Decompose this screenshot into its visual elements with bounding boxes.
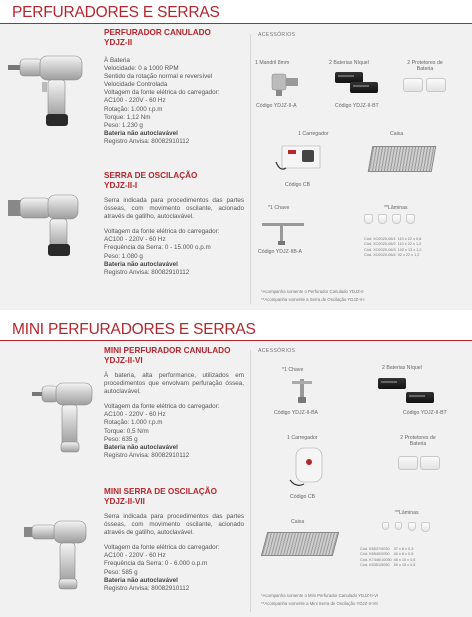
product-model: YDJZ-II-I	[104, 181, 138, 190]
blades-label: **Lâminas	[395, 510, 419, 516]
blades-table	[364, 237, 424, 259]
table-row	[364, 253, 424, 258]
charger-code: Código CB	[285, 182, 311, 188]
product-name: SERRA DE OSCILAÇÃO	[104, 171, 198, 180]
battery-warning: Bateria não autoclavável	[104, 443, 178, 451]
blade-dims: 37 x 8 x 0,3	[393, 547, 414, 551]
protector-image	[420, 456, 440, 470]
product-model: YDJZ-II-VI	[104, 356, 143, 365]
spec-line: Frequência da Serra: 0 - 6.000 o.p.m	[104, 560, 208, 568]
blade-dims: 55 x 15 x 0,5	[393, 563, 416, 568]
charger-label: 1 Carregador	[287, 435, 318, 441]
spec-line: AC100 - 220V - 60 Hz	[104, 411, 166, 419]
blade-image	[406, 214, 415, 224]
protector-image	[426, 78, 446, 92]
spec-line: Torque: 0,5 N/m	[104, 427, 149, 435]
blade-code: Cód. K5351/5050	[360, 563, 390, 568]
blade-code: Cód. XO2020-06/4	[364, 253, 396, 258]
key-image	[258, 215, 308, 247]
product-description: À bateria, alta performance, utilizados em procedimentos que envolvam perfuração óssea, autoclavável.	[104, 372, 244, 396]
product-cannulated-drill	[104, 28, 220, 146]
blade-code: Cód. K6540/0050	[360, 552, 390, 557]
protector-image	[403, 78, 423, 92]
batteries-code: Código YDJZ-II-BT	[335, 103, 379, 109]
spec-line: Peso: 585 g	[104, 568, 138, 576]
spec-line: Velocidade: 0 a 1000 RPM	[104, 65, 179, 73]
battery-warning: Bateria não autoclavável	[104, 129, 178, 137]
blade-image	[392, 214, 401, 224]
batteries-label: 2 Baterias Níquel	[329, 60, 369, 66]
registration-number: Registro Anvisa: 80082910112	[104, 451, 190, 459]
mandril-code: Código YDJZ-II-A	[256, 103, 297, 109]
battery-warning: Bateria não autoclavável	[104, 576, 178, 584]
blade-image	[378, 214, 387, 224]
spec-line: Torque: 1,12 Nm	[104, 113, 151, 121]
blade-code: Cód. K7446/10050	[360, 557, 392, 562]
spec-line: Sentido da rotação normal e reversível	[104, 73, 213, 81]
spec-line: Voltagem da fonte elétrica do carregador:	[104, 403, 220, 411]
blade-code: Cód. K6537/0030	[360, 547, 390, 551]
section2-title: MINI PERFURADORES E SERRAS	[12, 321, 256, 338]
spec-line: AC100 - 220V - 60 Hz	[104, 236, 166, 244]
blade-code: Cód. XO2020-06/3	[364, 247, 396, 252]
blade-image	[382, 522, 389, 530]
product-mini-cannulated-drill	[104, 346, 244, 460]
product-description: Serra indicada para procedimentos das partes ósseas, com movimento oscilante, acionado através de gatilho, autoclavável.	[104, 513, 244, 537]
product-name: MINI PERFURADOR CANULADO	[104, 346, 231, 355]
section1-title: PERFURADORES E SERRAS	[12, 4, 220, 21]
blade-image	[395, 522, 402, 530]
case-label: Caixa	[390, 131, 404, 137]
protectors-label: 2 Protetores de Bateria	[400, 435, 436, 447]
case-image	[261, 532, 339, 556]
case-label: Caixa	[291, 519, 305, 525]
key-label: *1 Chave	[268, 205, 290, 211]
mandril-label: 1 Mandril 8mm	[255, 60, 290, 66]
blade-dims: 46 x 10 x 0,5	[393, 557, 416, 562]
blade-image	[421, 522, 430, 532]
spec-line: Frequência da Serra: 0 - 15.000 o.p.m	[104, 244, 211, 252]
footnote: **Acompanha somente a Serra de Oscilação YDJZ-II-I	[261, 297, 365, 302]
mandril-image	[268, 68, 302, 100]
blade-dims: 110 x 22 x 0,8	[397, 237, 422, 241]
product-description: Serra indicada para procedimentos das partes ósseas, com movimento oscilante, acionado através de gatilho, autoclavável.	[104, 197, 244, 221]
registration-number: Registro Anvisa: 80082910112	[104, 584, 190, 592]
blades-label: **Lâminas	[384, 205, 408, 211]
mini-cannulated-drill-image	[30, 378, 100, 458]
spec-line: Voltagem da fonte elétrica do carregador:	[104, 228, 220, 236]
blades-table	[360, 547, 417, 569]
key-label: *1 Chave	[282, 367, 304, 373]
accessories-divider	[250, 34, 251, 304]
accessories-divider	[250, 350, 251, 612]
footnote: *Acompanha somente o Mini Perfurador Canulado YDJZ-II-VI	[261, 593, 379, 598]
product-oscillating-saw	[104, 171, 244, 277]
charger-image	[286, 444, 330, 490]
battery-image	[378, 378, 406, 389]
battery-image	[406, 392, 434, 403]
mini-oscillating-saw-image	[22, 515, 102, 597]
spec-line: Voltagem da fonte elétrica do carregador:	[104, 544, 220, 552]
blade-image	[408, 522, 416, 531]
blade-dims: 40 x 8 x 0,5	[393, 552, 414, 557]
registration-number: Registro Anvisa: 80082910112	[104, 137, 190, 145]
blade-image	[364, 214, 373, 224]
accessories-heading: ACESSÓRIOS	[258, 32, 296, 38]
battery-warning: Bateria não autoclavável	[104, 260, 178, 268]
footnote: **Acompanha somente a Mini Serra de Oscilação YDJZ-II-VII	[261, 601, 378, 606]
blade-dims: 110 x 22 x 1,2	[397, 242, 422, 247]
product-model: YDJZ-II-VII	[104, 497, 145, 506]
spec-line: Peso: 1.230 g	[104, 121, 143, 129]
spec-line: Rotação: 1.000 r.p.m	[104, 105, 163, 113]
table-row	[360, 563, 417, 568]
spec-line: Voltagem da fonte elétrica do carregador:	[104, 89, 220, 97]
cannulated-drill-image	[4, 50, 96, 130]
key-image	[286, 377, 322, 407]
protectors-label: 2 Protetores de Bateria	[407, 60, 443, 72]
product-mini-oscillating-saw	[104, 487, 244, 593]
battery-image	[350, 82, 378, 93]
blade-dims: 102 x 13 x 1,2	[397, 247, 422, 252]
charger-label: 1 Carregador	[298, 131, 329, 137]
spec-line: Rotação: 1.000 r.p.m	[104, 419, 163, 427]
case-image	[368, 146, 437, 172]
spec-line: Peso: 1.080 g	[104, 252, 143, 260]
registration-number: Registro Anvisa: 80082910112	[104, 268, 190, 276]
oscillating-saw-image	[4, 192, 96, 267]
accessories-heading: ACESSÓRIOS	[258, 348, 296, 354]
product-model: YDJZ-II	[104, 38, 133, 47]
product-name: PERFURADOR CANULADO	[104, 28, 211, 37]
spec-line: AC100 - 220V - 60 Hz	[104, 97, 166, 105]
spec-line: AC100 - 220V - 60 Hz	[104, 552, 166, 560]
spec-line: À Bateria	[104, 57, 130, 64]
protector-image	[398, 456, 418, 470]
blade-dims: 92 x 22 x 1,2	[397, 253, 420, 258]
spec-line: Peso: 635 g	[104, 435, 138, 443]
product-name: MINI SERRA DE OSCILAÇÃO	[104, 487, 217, 496]
spec-line: Velocidade Controlada	[104, 81, 168, 89]
footnote: *Acompanha somente o Perfurador Canulado YDJZ-II	[261, 289, 364, 294]
charger-code: Código CB	[290, 494, 316, 500]
key-code: Código YDJZ-II-BA	[274, 410, 319, 416]
blade-code: Cód. XO2020-06/2	[364, 242, 396, 247]
batteries-label: 2 Baterias Níquel	[382, 365, 422, 371]
key-code: Código YDJZ-IIB-A	[258, 249, 303, 255]
charger-image	[272, 138, 328, 180]
blade-code: Cód. XO2020-06/1	[364, 237, 396, 241]
batteries-code: Código YDJZ-II-BT	[403, 410, 447, 416]
